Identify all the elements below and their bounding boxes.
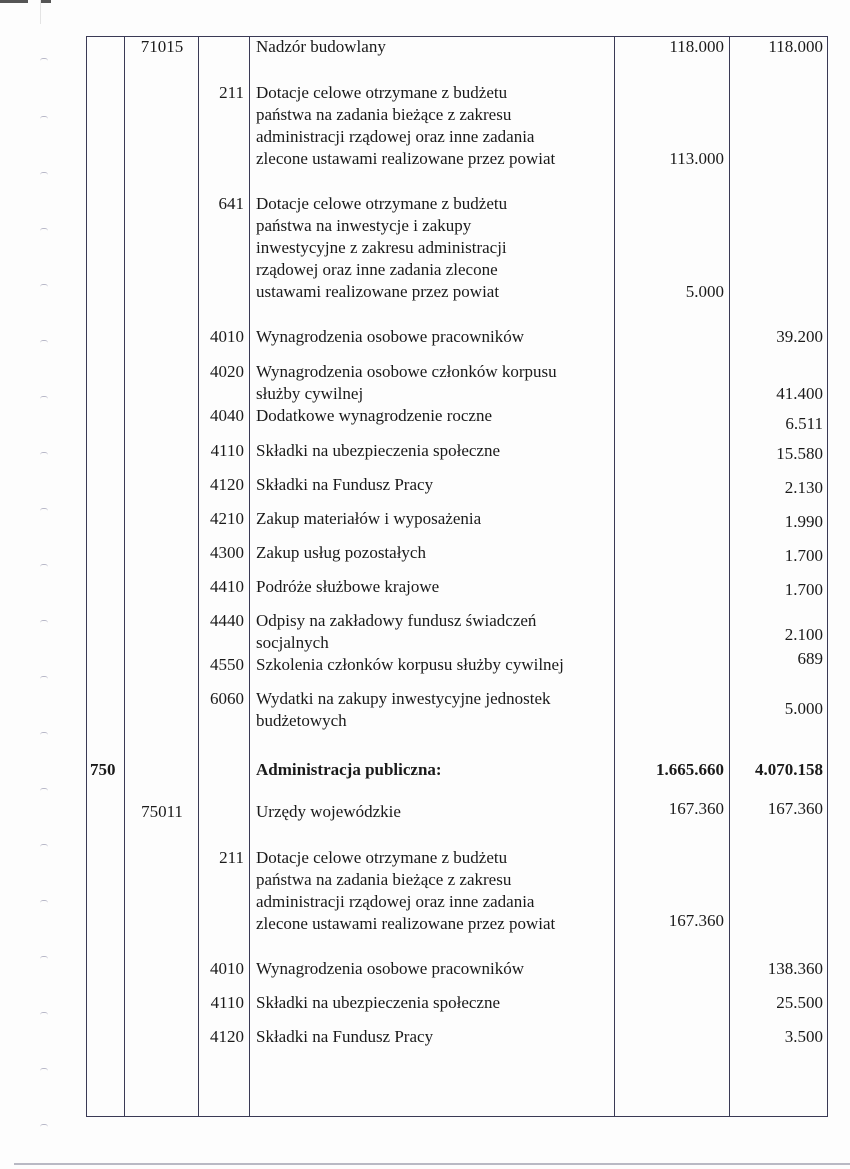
paragraf-code: 4110 [210, 993, 244, 1012]
punch-hole-mark [40, 844, 48, 847]
description: Podróże służbowe krajowe [256, 577, 440, 596]
paragraf-code: 211 [219, 83, 244, 102]
paragraf-code: 4010 [210, 959, 244, 978]
expense-amount: 2.130 [784, 478, 823, 497]
paragraf-code: 211 [219, 848, 244, 867]
income-amount: 167.360 [668, 799, 724, 818]
description: Dotacje celowe otrzymane z budżetu państwa na inwestycje i zakupy inwestycyjne z zakresu administracji rządowej oraz inne zadania zlecone ustawami realizowane przez powiat [256, 194, 508, 301]
description: Urzędy wojewódzkie [256, 802, 401, 821]
paragraf-code: 4110 [210, 441, 244, 460]
punch-hole-mark [40, 452, 48, 455]
description: Dodatkowe wynagrodzenie roczne [256, 406, 493, 425]
scan-mark [0, 0, 28, 3]
paragraf-code: 4120 [210, 475, 244, 494]
description: Wynagrodzenia osobowe członków korpusu służby cywilnej [256, 362, 557, 403]
punch-hole-mark [40, 172, 48, 175]
income-amount: 167.360 [668, 911, 724, 930]
description: Zakup materiałów i wyposażenia [256, 509, 482, 528]
paragraf-code: 4010 [210, 327, 244, 346]
expense-amount: 1.990 [784, 512, 823, 531]
description: Wynagrodzenia osobowe pracowników [256, 327, 525, 346]
income-amount: 1.665.660 [656, 760, 724, 779]
punch-hole-mark [40, 1012, 48, 1015]
expense-amount: 1.700 [784, 580, 823, 599]
description: Składki na ubezpieczenia społeczne [256, 441, 501, 460]
paragraf-code: 4020 [210, 362, 244, 381]
expense-amount: 5.000 [784, 699, 823, 718]
description: Wynagrodzenia osobowe pracowników [256, 959, 525, 978]
column-divider [124, 36, 125, 1117]
expense-amount: 39.200 [776, 327, 823, 346]
scan-mark [41, 0, 51, 3]
expense-amount: 25.500 [776, 993, 823, 1012]
description: Składki na Fundusz Pracy [256, 1027, 434, 1046]
expense-amount: 15.580 [776, 444, 823, 463]
expense-amount: 167.360 [767, 799, 823, 818]
expense-amount: 4.070.158 [755, 760, 823, 779]
description: Dotacje celowe otrzymane z budżetu państwa na zadania bieżące z zakresu administracji rządowej oraz inne zadania zlecone ustawami realizowane przez powiat [256, 83, 556, 168]
punch-hole-mark [40, 284, 48, 287]
punch-hole-mark [40, 676, 48, 679]
description: Odpisy na zakładowy fundusz świadczeń socjalnych [256, 611, 537, 652]
punch-hole-mark [40, 58, 48, 61]
description: Składki na ubezpieczenia społeczne [256, 993, 501, 1012]
punch-hole-mark [40, 508, 48, 511]
rozdzial-code: 75011 [141, 802, 183, 821]
paragraf-code: 4120 [210, 1027, 244, 1046]
column-divider [614, 36, 615, 1117]
paragraf-code: 4550 [210, 655, 244, 674]
income-amount: 113.000 [669, 149, 724, 168]
page-bottom-rule [14, 1163, 850, 1165]
description: Administracja publiczna: [256, 760, 442, 779]
punch-hole-mark [40, 900, 48, 903]
expense-amount: 6.511 [785, 414, 823, 433]
punch-hole-mark [40, 1124, 48, 1127]
description: Wydatki na zakupy inwestycyjne jednostek budżetowych [256, 689, 551, 730]
description: Szkolenia członków korpusu służby cywilnej [256, 655, 564, 674]
expense-amount: 1.700 [784, 546, 823, 565]
punch-hole-mark [40, 228, 48, 231]
expense-amount: 689 [797, 649, 823, 668]
margin-line [40, 0, 41, 24]
description: Dotacje celowe otrzymane z budżetu państwa na zadania bieżące z zakresu administracji rządowej oraz inne zadania zlecone ustawami realizowane przez powiat [256, 848, 556, 933]
punch-hole-mark [40, 620, 48, 623]
punch-hole-mark [40, 116, 48, 119]
description: Nadzór budowlany [256, 37, 386, 56]
expense-amount: 2.100 [784, 625, 823, 644]
dzial-code: 750 [90, 760, 116, 779]
column-divider [249, 36, 250, 1117]
punch-hole-mark [40, 340, 48, 343]
expense-amount: 3.500 [784, 1027, 823, 1046]
income-amount: 118.000 [669, 37, 724, 56]
punch-hole-mark [40, 564, 48, 567]
punch-hole-mark [40, 1068, 48, 1071]
expense-amount: 118.000 [768, 37, 823, 56]
expense-amount: 138.360 [767, 959, 823, 978]
punch-hole-mark [40, 956, 48, 959]
rozdzial-code: 71015 [140, 37, 184, 56]
description: Zakup usług pozostałych [256, 543, 426, 562]
paragraf-code: 641 [218, 194, 244, 213]
punch-hole-mark [40, 732, 48, 735]
income-amount: 5.000 [685, 282, 724, 301]
paragraf-code: 4440 [210, 611, 244, 630]
paragraf-code: 6060 [210, 689, 244, 708]
paragraf-code: 4040 [210, 406, 244, 425]
punch-hole-mark [40, 396, 48, 399]
column-divider [729, 36, 730, 1117]
paragraf-code: 4410 [210, 577, 244, 596]
paragraf-code: 4210 [210, 509, 244, 528]
punch-hole-mark [40, 788, 48, 791]
description: Składki na Fundusz Pracy [256, 475, 434, 494]
paragraf-code: 4300 [210, 543, 244, 562]
expense-amount: 41.400 [776, 384, 823, 403]
